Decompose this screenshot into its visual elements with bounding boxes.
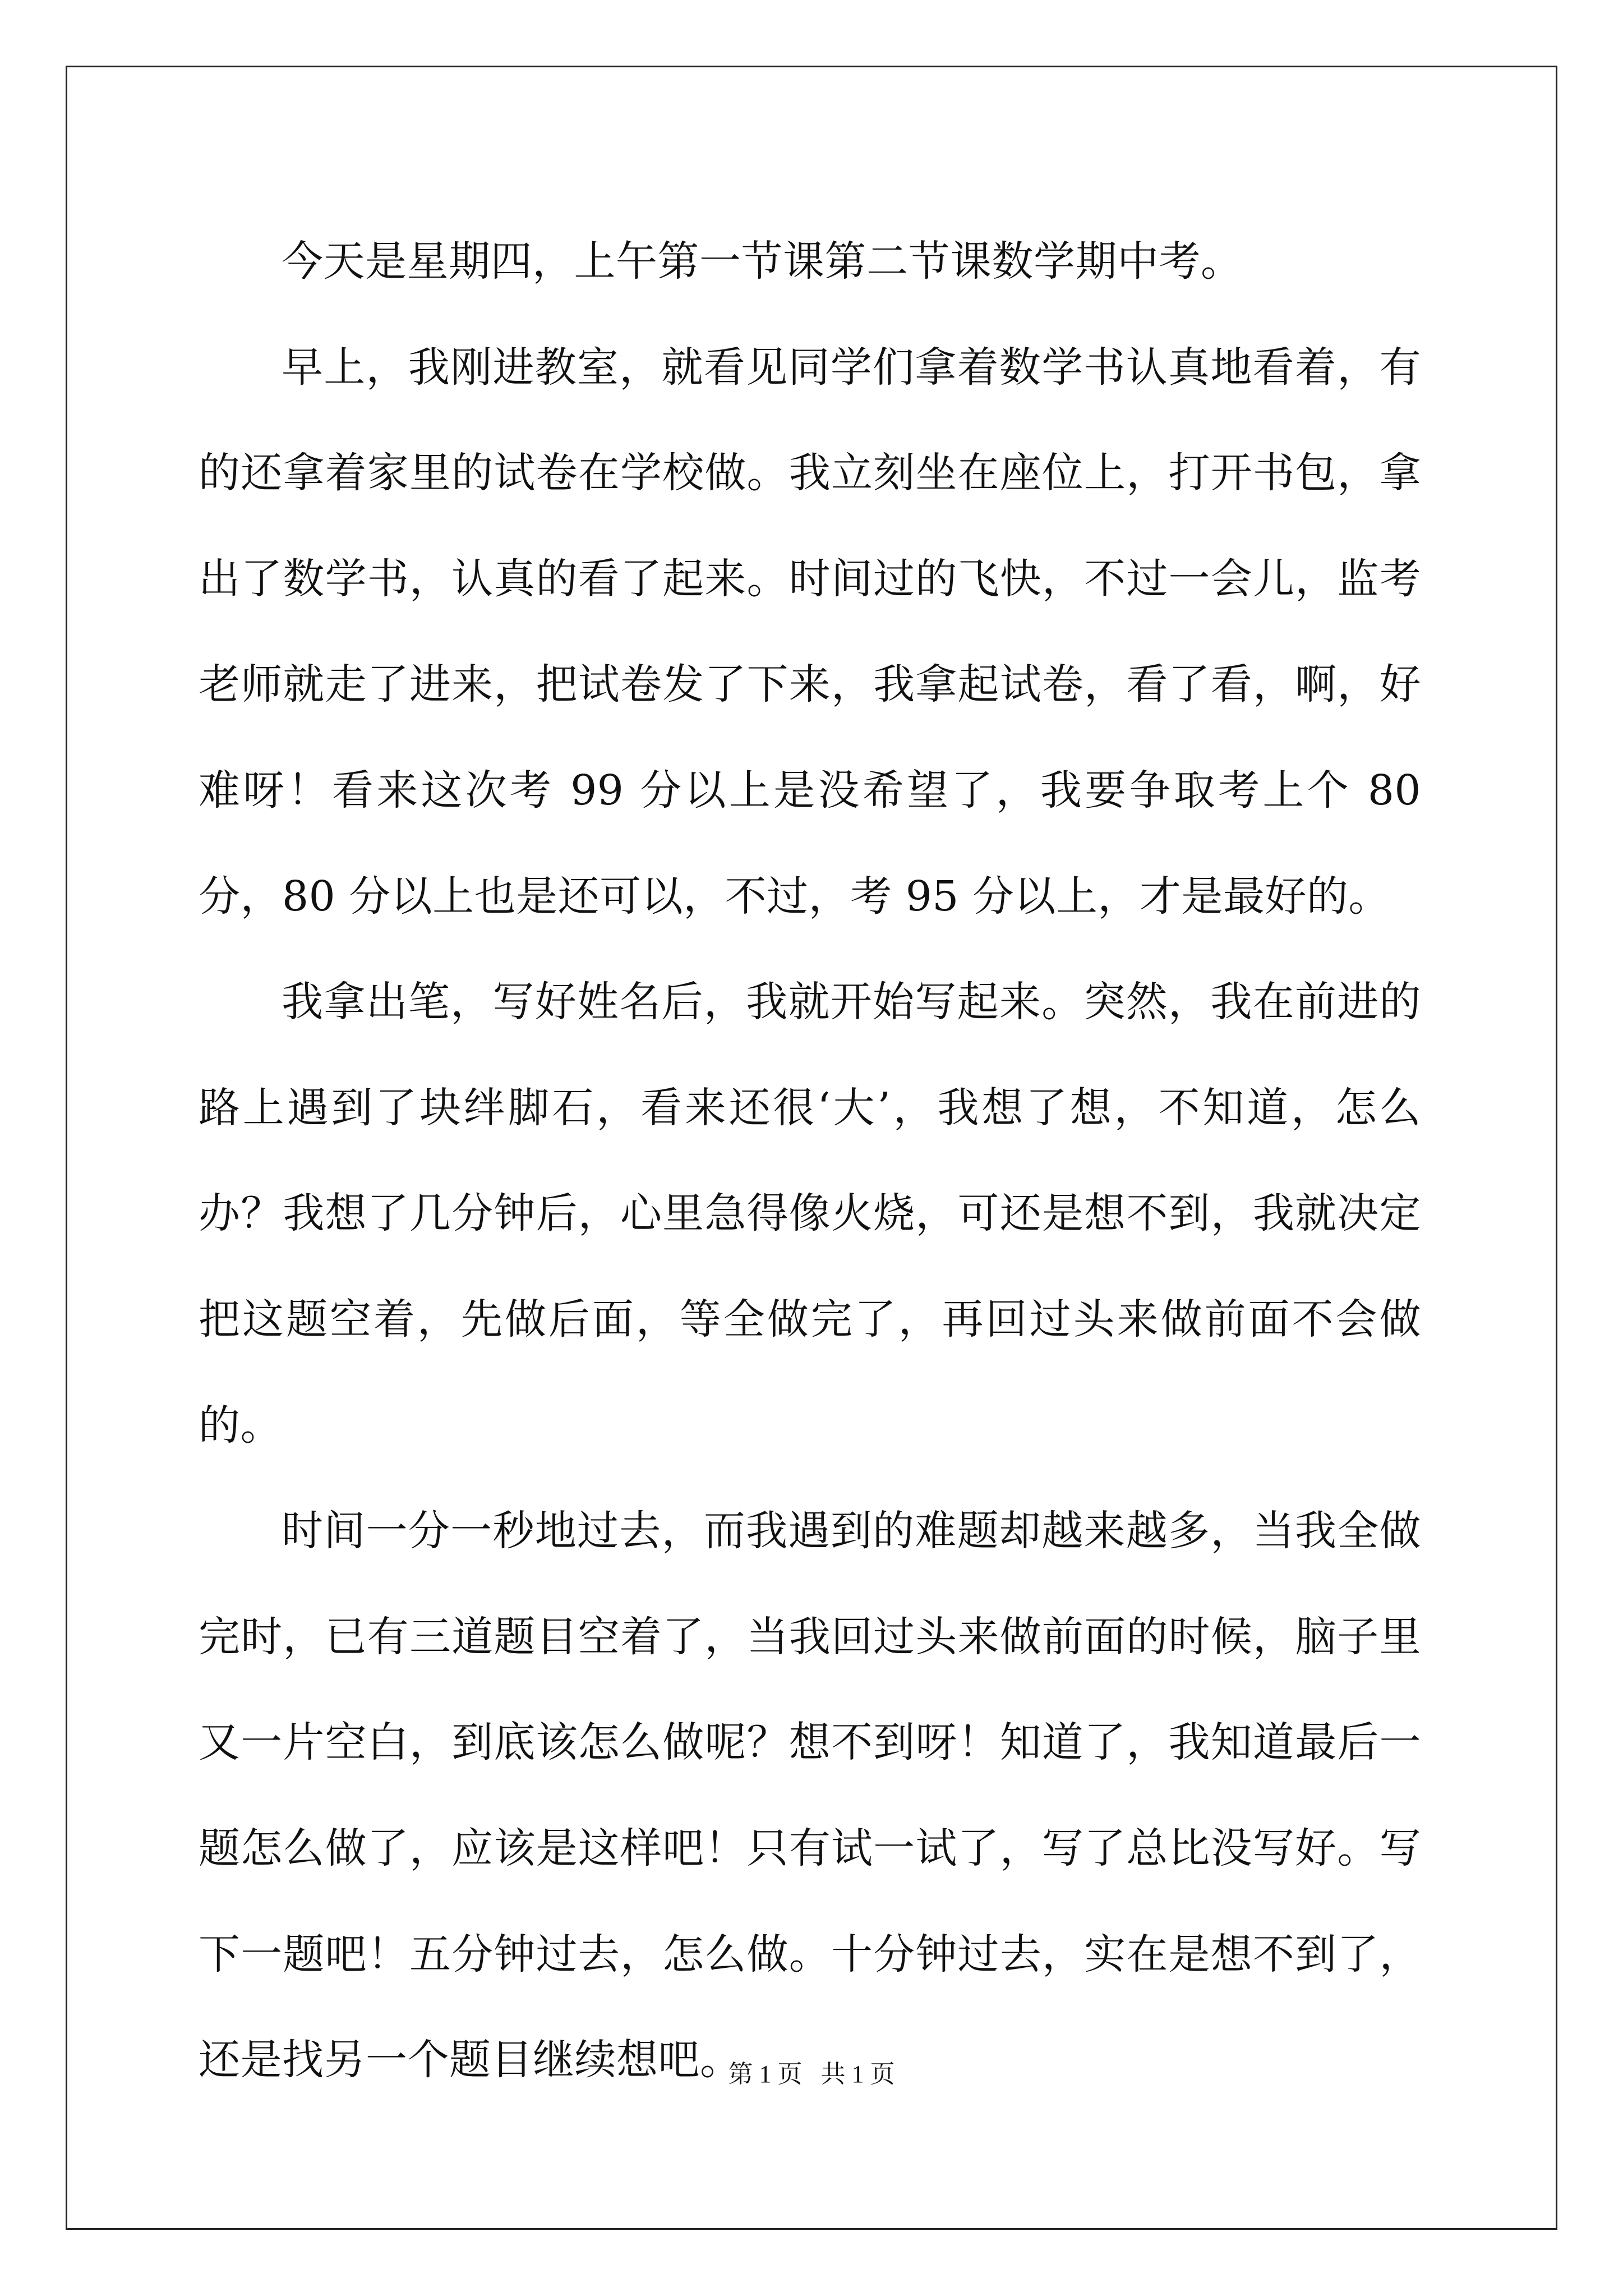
paragraph-1: 今天是星期四，上午第一节课第二节课数学期中考。: [282, 237, 1243, 286]
paragraph-4: 时间一分一秒地过去，而我遇到的难题却越来越多，当我全做完时，已有三道题目空着了，当我回过头来做前面的时候，脑子里又一片空白，到底该怎么做呢？想不到呀！知道了，我知道最后一题怎么做了，应该是这样吧！只有试一试了，写了总比没写好。写下一题吧！五分钟过去，怎么做。十分钟过去，实在是想不到了，还是找另一个题目继续想吧。: [199, 1507, 1421, 2085]
document-body: [199, 209, 1421, 2113]
page-number-footer: 第 1 页 共 1 页: [728, 2060, 895, 2088]
paragraph-2: 早上，我刚进教室，就看见同学们拿着数学书认真地看着，有的还拿着家里的试卷在学校做。我立刻坐在座位上，打开书包，拿出了数学书，认真的看了起来。时间过的飞快，不过一会儿，监考老师就走了进来，把试卷发了下来，我拿起试卷，看了看，啊，好难呀！看来这次考 99 分以上是没希望了，我要争取考上个 80 分，80 分以上也是还可以，不过，考 95 分以上，才是最好的。: [199, 343, 1421, 921]
paragraph-3: 我拿出笔，写好姓名后，我就开始写起来。突然，我在前进的路上遇到了块绊脚石，看来还很‘大’，我想了想，不知道，怎么办？我想了几分钟后，心里急得像火烧，可还是想不到，我就决定把这题空着，先做后面，等全做完了，再回过头来做前面不会做的。: [199, 978, 1421, 1450]
